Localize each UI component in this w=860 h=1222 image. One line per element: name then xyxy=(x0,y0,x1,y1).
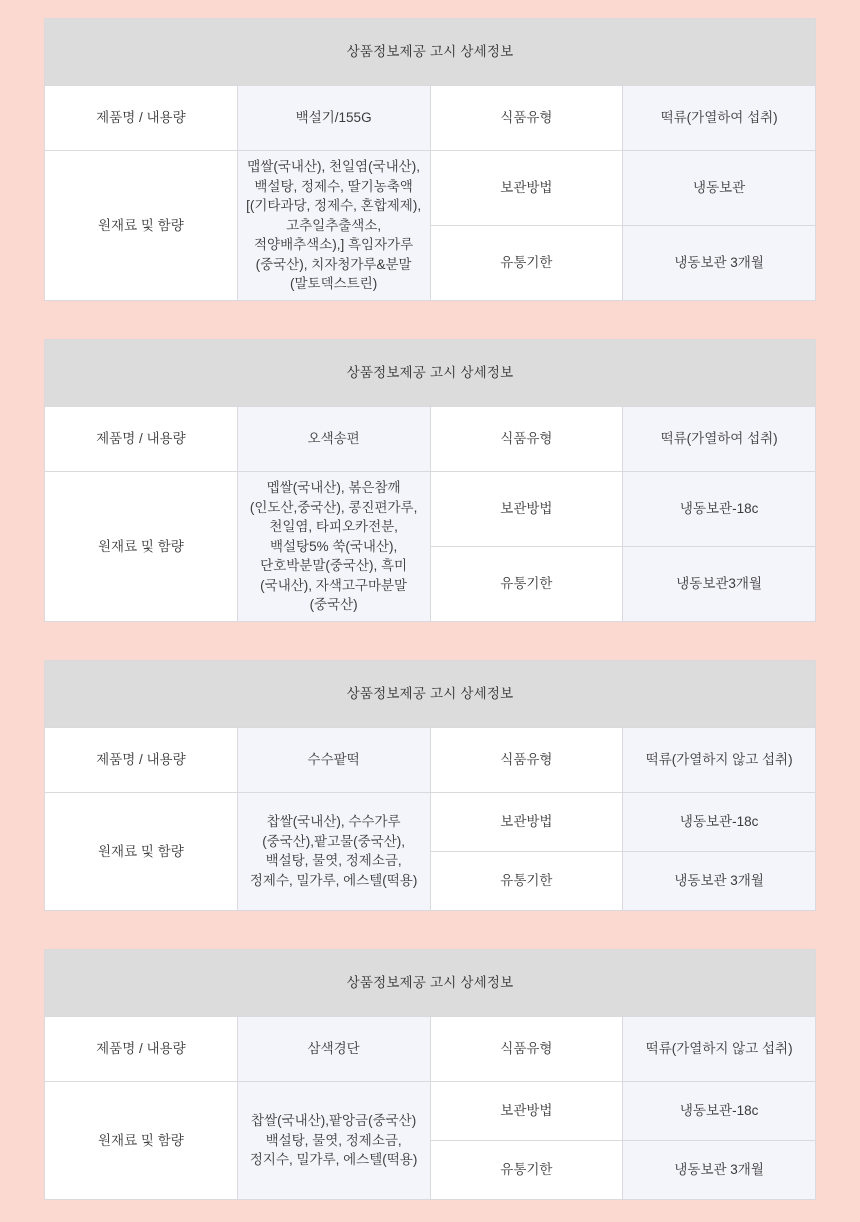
storage-value: 냉동보관 xyxy=(623,151,816,226)
storage-label: 보관방법 xyxy=(430,792,623,851)
table-row xyxy=(45,727,816,792)
expiry-label: 유통기한 xyxy=(430,1140,623,1199)
table-row xyxy=(45,1081,816,1140)
expiry-label: 유통기한 xyxy=(430,851,623,910)
table-title-row xyxy=(45,19,816,86)
expiry-value: 냉동보관 3개월 xyxy=(623,851,816,910)
product-name-value: 오색송편 xyxy=(237,406,430,471)
food-type-value: 떡류(가열하지 않고 섭취) xyxy=(623,727,816,792)
expiry-label: 유통기한 xyxy=(430,546,623,621)
ingredients-label: 원재료 및 함량 xyxy=(45,151,238,301)
ingredients-value: 찹쌀(국내산),팥앙금(중국산) 백설탕, 물엿, 정제소금, 정지수, 밀가루, 에스텔(떡용) xyxy=(237,1081,430,1199)
table-title: 상품정보제공 고시 상세정보 xyxy=(45,19,816,86)
product-name-label: 제품명 / 내용량 xyxy=(45,86,238,151)
table-title: 상품정보제공 고시 상세정보 xyxy=(45,339,816,406)
storage-value: 냉동보관-18c xyxy=(623,792,816,851)
product-name-value: 백설기/155G xyxy=(237,86,430,151)
storage-label: 보관방법 xyxy=(430,151,623,226)
expiry-value: 냉동보관3개월 xyxy=(623,546,816,621)
expiry-value: 냉동보관 3개월 xyxy=(623,1140,816,1199)
food-type-label: 식품유형 xyxy=(430,1016,623,1081)
food-type-label: 식품유형 xyxy=(430,86,623,151)
table-title: 상품정보제공 고시 상세정보 xyxy=(45,949,816,1016)
table-row xyxy=(45,792,816,851)
table-row xyxy=(45,471,816,546)
storage-label: 보관방법 xyxy=(430,1081,623,1140)
expiry-value: 냉동보관 3개월 xyxy=(623,225,816,300)
ingredients-value: 멥쌀(국내산), 볶은참깨(인도산,중국산), 콩진편가루, 천일염, 타피오카전분, 백설탕5% 쑥(국내산), 단호박분말(중국산), 흑미(국내산), 자색고구마분말(중국산) xyxy=(237,471,430,621)
product-info-table xyxy=(44,339,816,622)
product-info-table xyxy=(44,18,816,301)
product-name-label: 제품명 / 내용량 xyxy=(45,406,238,471)
table-title-row xyxy=(45,339,816,406)
storage-label: 보관방법 xyxy=(430,471,623,546)
product-name-label: 제품명 / 내용량 xyxy=(45,1016,238,1081)
product-name-value: 수수팥떡 xyxy=(237,727,430,792)
food-type-value: 떡류(가열하지 않고 섭취) xyxy=(623,1016,816,1081)
food-type-label: 식품유형 xyxy=(430,727,623,792)
food-type-label: 식품유형 xyxy=(430,406,623,471)
ingredients-value: 맵쌀(국내산), 천일염(국내산), 백설탕, 정제수, 딸기농축액[(기타과당, 정제수, 혼합제제), 고추일추출색소, 적양배추색소),] 흑임자가루(중국산), 치자청가루&분말(말토덱스트린) xyxy=(237,151,430,301)
product-name-value: 삼색경단 xyxy=(237,1016,430,1081)
product-name-label: 제품명 / 내용량 xyxy=(45,727,238,792)
table-row xyxy=(45,406,816,471)
food-type-value: 떡류(가열하여 섭취) xyxy=(623,406,816,471)
ingredients-value: 찹쌀(국내산), 수수가루(중국산),팥고물(중국산),백설탕, 물엿, 정제소금, 정제수, 밀가루, 에스텔(떡용) xyxy=(237,792,430,910)
storage-value: 냉동보관-18c xyxy=(623,471,816,546)
table-title-row xyxy=(45,660,816,727)
table-row xyxy=(45,151,816,226)
food-type-value: 떡류(가열하여 섭취) xyxy=(623,86,816,151)
expiry-label: 유통기한 xyxy=(430,225,623,300)
table-title-row xyxy=(45,949,816,1016)
table-title: 상품정보제공 고시 상세정보 xyxy=(45,660,816,727)
product-info-table xyxy=(44,949,816,1200)
table-row xyxy=(45,86,816,151)
ingredients-label: 원재료 및 함량 xyxy=(45,792,238,910)
table-row xyxy=(45,1016,816,1081)
ingredients-label: 원재료 및 함량 xyxy=(45,471,238,621)
product-info-table xyxy=(44,660,816,911)
ingredients-label: 원재료 및 함량 xyxy=(45,1081,238,1199)
storage-value: 냉동보관-18c xyxy=(623,1081,816,1140)
